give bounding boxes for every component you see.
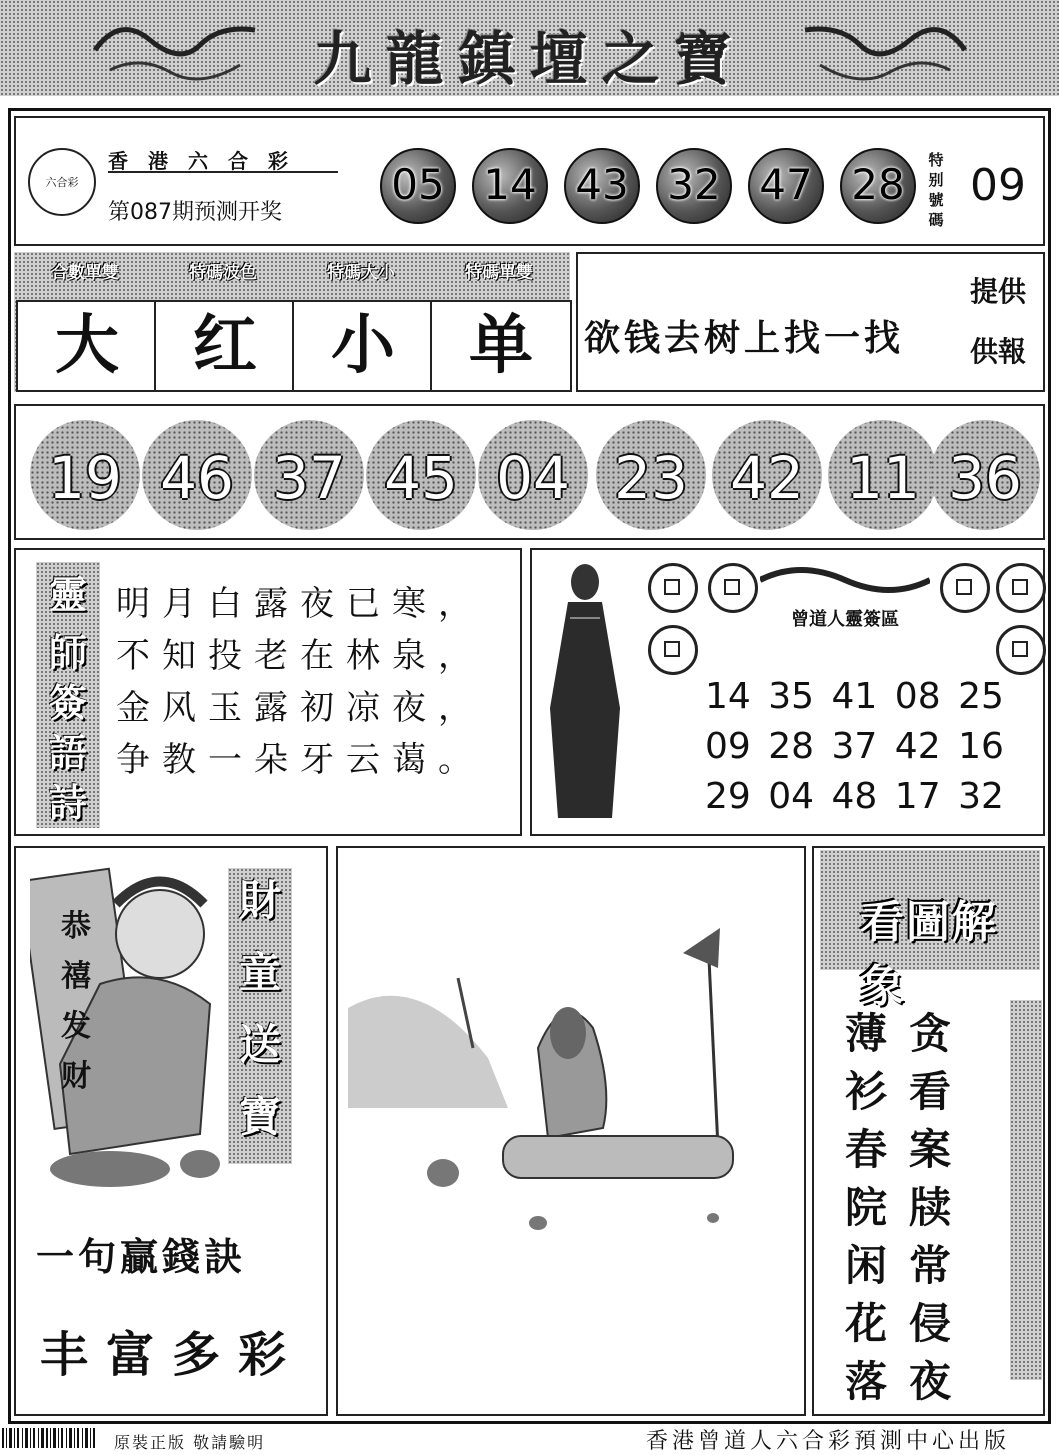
number-list-row: 09 28 37 42 16 bbox=[705, 726, 1004, 767]
number-ball: 42 bbox=[712, 420, 822, 530]
coin-icon bbox=[996, 625, 1046, 675]
number-ball: 36 bbox=[930, 420, 1040, 530]
number-ball: 19 bbox=[30, 420, 140, 530]
poem-line: 明月白露夜已寒， bbox=[116, 584, 484, 624]
poem-line: 金风玉露初凉夜， bbox=[116, 688, 484, 728]
coin-icon bbox=[996, 563, 1046, 613]
number-list-row: 29 04 48 17 32 bbox=[705, 776, 1004, 817]
result-ball: 32 bbox=[656, 148, 732, 224]
coin-icon bbox=[940, 563, 990, 613]
poem-label: 靈 師 簽 語 詩 bbox=[36, 562, 100, 828]
banner-title: 九龍鎮壇之寶 bbox=[313, 25, 746, 93]
right-poem-column: 薄 衫 春 院 闲 花 落 bbox=[844, 1009, 887, 1406]
result-ball: 28 bbox=[840, 148, 916, 224]
right-poem-title: 看圖解象 bbox=[860, 897, 998, 1012]
footer-publisher: 香港曾道人六合彩預測中心出版 bbox=[646, 1429, 1011, 1454]
figure-caption: 曾道人靈簽區 bbox=[791, 609, 899, 630]
win-label: 一句贏錢訣 bbox=[36, 1234, 247, 1279]
attr-heading: 特碼波色 bbox=[189, 263, 257, 283]
illustration-panel bbox=[336, 846, 806, 1416]
number-ball: 46 bbox=[142, 420, 252, 530]
robed-man-figure bbox=[540, 558, 630, 830]
number-ball: 45 bbox=[366, 420, 476, 530]
special-number-label: 特别號碼 bbox=[928, 151, 944, 229]
attr-heading: 特碼單雙 bbox=[465, 263, 533, 283]
poem-line: 不知投老在林泉， bbox=[116, 636, 484, 676]
result-ball: 43 bbox=[564, 148, 640, 224]
lottery-name: 香港六合彩 bbox=[108, 145, 338, 173]
number-ball: 04 bbox=[478, 420, 588, 530]
coin-icon bbox=[648, 625, 698, 675]
attr-value: 红 bbox=[154, 300, 296, 392]
result-ball: 05 bbox=[380, 148, 456, 224]
lottery-logo: 六合彩 bbox=[28, 148, 96, 216]
scroll-text: 恭禧发财 bbox=[61, 909, 91, 1094]
win-text: 丰富多彩 bbox=[40, 1327, 305, 1383]
attr-heading: 合數單雙 bbox=[51, 263, 119, 283]
attr-value: 大 bbox=[16, 300, 158, 392]
provide-label: 提供 供報 bbox=[969, 275, 1026, 368]
attr-value: 小 bbox=[292, 300, 434, 392]
result-ball: 14 bbox=[472, 148, 548, 224]
right-poem-column: 贪 看 案 牍 常 侵 夜 bbox=[908, 1009, 951, 1406]
rider-scene-illustration bbox=[338, 848, 804, 1414]
barcode-icon bbox=[0, 1426, 100, 1454]
number-ball: 23 bbox=[596, 420, 706, 530]
ribbon-icon bbox=[760, 560, 930, 600]
poem-line: 争教一朵牙云蔼。 bbox=[116, 740, 484, 780]
right-poem-title-box bbox=[820, 850, 1040, 1012]
coin-icon bbox=[648, 563, 698, 613]
attr-value: 单 bbox=[430, 300, 572, 392]
number-ball: 37 bbox=[254, 420, 364, 530]
number-list-row: 14 35 41 08 25 bbox=[705, 676, 1004, 717]
result-ball: 47 bbox=[748, 148, 824, 224]
vertical-title: 財 童 送 寶 bbox=[228, 868, 292, 1164]
coin-icon bbox=[708, 563, 758, 613]
top-banner bbox=[0, 0, 1059, 96]
ink-decoration bbox=[1010, 1000, 1042, 1380]
draw-caption: 第087期预测开奖 bbox=[108, 200, 282, 225]
special-number: 09 bbox=[970, 160, 1026, 211]
attr-heading: 特碼大小 bbox=[327, 263, 395, 283]
footer-authenticity: 原裝正版 敬請驗明 bbox=[114, 1433, 266, 1452]
number-ball: 11 bbox=[828, 420, 938, 530]
poem-text bbox=[116, 578, 516, 808]
slogan-text: 欲钱去树上找一找 bbox=[584, 317, 905, 359]
